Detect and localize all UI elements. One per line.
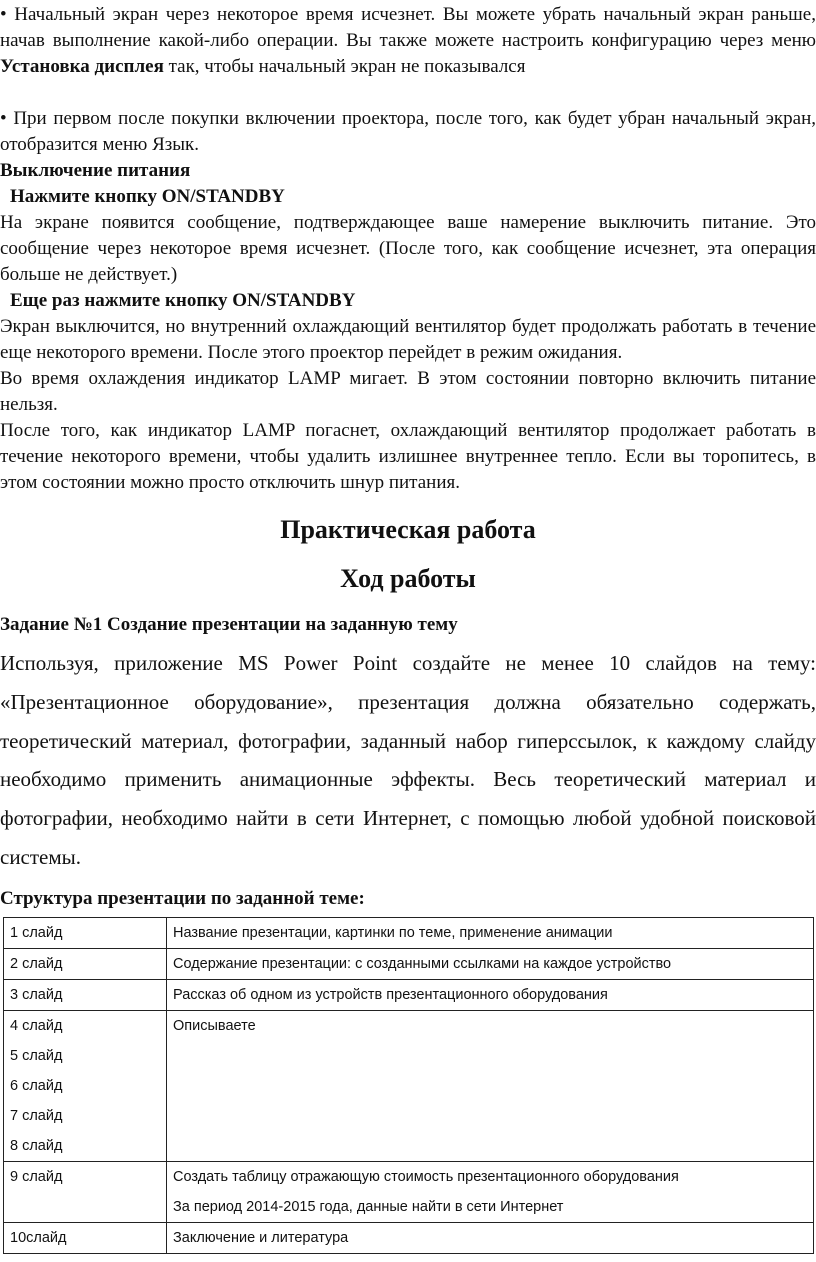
lamp-off-paragraph: После того, как индикатор LAMP погаснет, охлаждающий вентилятор продолжает работать в течение некоторого времени, чтобы удалить излишнее внутреннее тепло. Если вы торопитесь, в этом состоянии можно просто отключить шнур питания. — [0, 420, 816, 493]
table-row — [4, 1011, 814, 1162]
table-row — [4, 980, 814, 1011]
slide-number-cell — [4, 918, 167, 949]
slide-description: Заключение и литература — [173, 1230, 349, 1246]
slide-number-cell — [4, 949, 167, 980]
slide-number: 3 слайд — [10, 987, 63, 1003]
task-1-text: Используя, приложение MS Power Point создайте не менее 10 слайдов на тему: «Презентационное оборудование», презентация должна обязательно содержать, теоретический материал, фотографии, заданный набор гиперссылок, к каждому слайду необходимо применить анимационные эффекты. Весь теоретический материал и фотографии, необходимо найти в сети Интернет, с помощью любой удобной поисковой системы. — [0, 651, 816, 869]
slide-description: За период 2014-2015 года, данные найти в сети Интернет — [173, 1199, 564, 1215]
slide-number-cell — [4, 980, 167, 1011]
intro-bullet-1 — [0, 2, 816, 80]
slide-number-cell — [4, 1011, 167, 1162]
slide-description: Описываете — [173, 1018, 256, 1034]
intro-bullet-2: • При первом после покупки включении проектора, после того, как будет убран начальный экран, отобразится меню Язык. — [0, 108, 816, 155]
slide-number-cell — [4, 1162, 167, 1223]
step2-text: Экран выключится, но внутренний охлаждающий вентилятор будет продолжать работать в течение еще некоторого времени. После этого проектор перейдет в режим ожидания. — [0, 316, 816, 363]
slide-number: 8 слайд — [10, 1138, 63, 1154]
slide-number: 4 слайд — [10, 1018, 63, 1034]
intro-bullet-1-tail: так, чтобы начальный экран не показывался — [168, 56, 526, 77]
slide-description-cell — [167, 949, 814, 980]
slide-number: 10слайд — [10, 1230, 67, 1246]
practical-work-title: Практическая работа — [280, 515, 536, 544]
slide-description-cell — [167, 1223, 814, 1254]
slide-description: Создать таблицу отражающую стоимость презентационного оборудования — [173, 1169, 679, 1185]
intro-bullet-1-text: • Начальный экран через некоторое время исчезнет. Вы можете убрать начальный экран раньше, начав выполнение какой-либо операции. Вы также можете настроить конфигурацию через меню — [0, 4, 816, 51]
slide-description-cell — [167, 1162, 814, 1223]
slide-number: 7 слайд — [10, 1108, 63, 1124]
slide-number: 1 слайд — [10, 925, 63, 941]
slide-number: 6 слайд — [10, 1078, 63, 1094]
structure-title: Структура презентации по заданной теме: — [0, 888, 365, 909]
table-row — [4, 1223, 814, 1254]
slide-description: Рассказ об одном из устройств презентационного оборудования — [173, 987, 608, 1003]
slide-description: Содержание презентации: с созданными ссылками на каждое устройство — [173, 956, 672, 972]
slide-number: 9 слайд — [10, 1169, 63, 1185]
slide-number: 5 слайд — [10, 1048, 63, 1064]
presentation-structure-table — [3, 917, 814, 1254]
power-off-heading: Выключение питания — [0, 160, 191, 181]
table-row — [4, 1162, 814, 1223]
lamp-blink-paragraph: Во время охлаждения индикатор LAMP мигает. В этом состоянии повторно включить питание нельзя. — [0, 368, 816, 415]
step1-heading: Нажмите кнопку ON/STANDBY — [10, 186, 285, 207]
task-1-title: Задание №1 Создание презентации на заданную тему — [0, 614, 458, 635]
slide-description-cell — [167, 980, 814, 1011]
table-row — [4, 918, 814, 949]
setup-display-menu-name: Установка дисплея — [0, 56, 164, 77]
step1-text: На экране появится сообщение, подтверждающее ваше намерение выключить питание. Это сообщение через некоторое время исчезнет. (После того, как сообщение исчезнет, эта операция больше не действует.) — [0, 212, 816, 285]
slide-number: 2 слайд — [10, 956, 63, 972]
workflow-title: Ход работы — [340, 564, 476, 593]
slide-description: Название презентации, картинки по теме, применение анимации — [173, 925, 613, 941]
table-row — [4, 949, 814, 980]
slide-description-cell — [167, 918, 814, 949]
slide-description-cell — [167, 1011, 814, 1162]
slide-number-cell — [4, 1223, 167, 1254]
step2-heading: Еще раз нажмите кнопку ON/STANDBY — [10, 290, 356, 311]
